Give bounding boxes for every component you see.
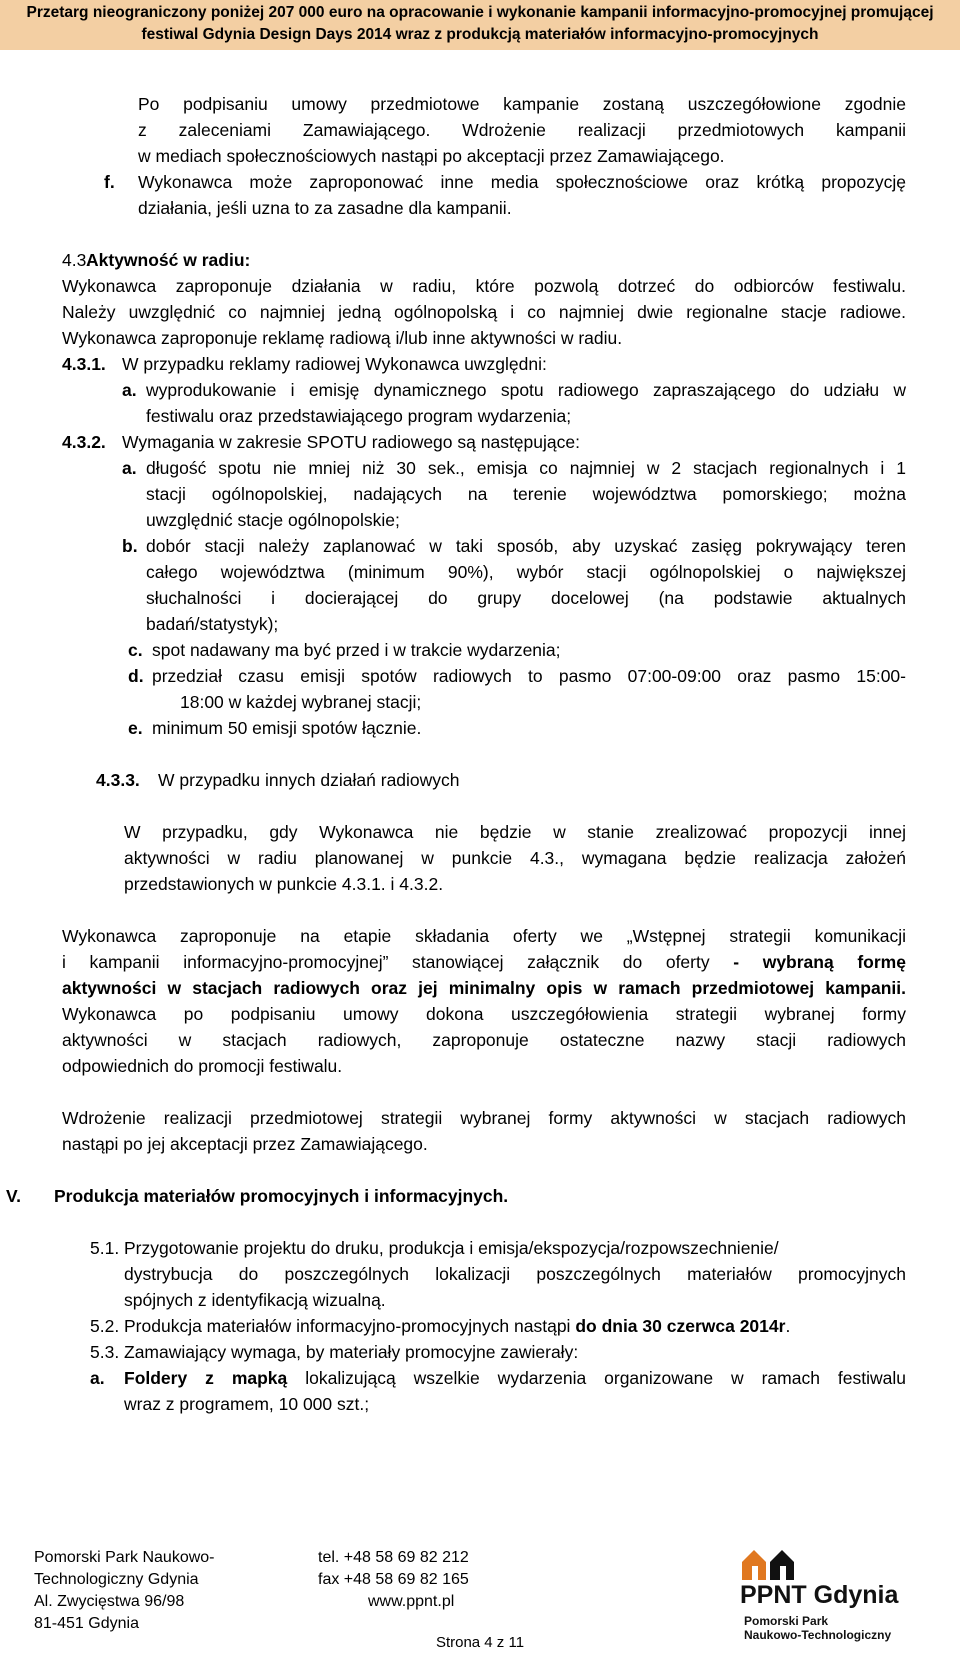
list-item-line: spójnych z identyfikacją wizualną. <box>124 1290 386 1310</box>
paragraph-text: Produkcja materiałów informacyjno-promocyjnych nastąpi <box>124 1316 571 1336</box>
footer-contact <box>318 1547 469 1613</box>
paragraph-line: aktywności w radiu planowanej w punkcie 4.3., wymagana będzie realizacja założeń <box>124 848 906 868</box>
section-number: 4.3.1. <box>62 354 106 374</box>
section-number: 5.1. <box>90 1238 120 1258</box>
paragraph-line: Po podpisaniu umowy przedmiotowe kampanie zostaną uszczegółowione zgodnie <box>138 94 906 114</box>
list-marker: a. <box>122 458 137 478</box>
paragraph-line: Wdrożenie realizacji przedmiotowej strategii wybranej formy aktywności w stacjach radiowych <box>62 1108 906 1128</box>
list-marker: c. <box>128 640 143 660</box>
chapter-title: Produkcja materiałów promocyjnych i informacyjnych. <box>54 1186 509 1206</box>
paragraph-line: w mediach społecznościowych nastąpi po akceptacji przez Zamawiającego. <box>138 146 725 166</box>
logo-subtitle-line: Naukowo-Technologiczny <box>744 1628 892 1642</box>
section-number: 5.3. <box>90 1342 120 1362</box>
list-item-line: długość spotu nie mniej niż 30 sek., emisja co najmniej w 2 stacjach regionalnych i 1 <box>146 458 906 478</box>
list-item-line: 18:00 w każdej wybranej stacji; <box>180 692 422 712</box>
paragraph-line: z zaleceniami Zamawiającego. Wdrożenie realizacji przedmiotowych kampanii <box>138 120 906 140</box>
list-item-line: wraz z programem, 10 000 szt.; <box>124 1394 370 1414</box>
paragraph-line: Wykonawca zaproponuje reklamę radiową i/lub inne aktywności w radiu. <box>62 328 623 348</box>
list-item-line: słuchalności i docierającej do grupy docelowej (na podstawie aktualnych <box>146 588 906 608</box>
paragraph-text: . <box>785 1316 791 1336</box>
section-number: 4.3.3. <box>96 770 140 790</box>
footer-org-line: Al. Zwycięstwa 96/98 <box>34 1593 185 1610</box>
footer-fax: fax +48 58 69 82 165 <box>318 1571 469 1588</box>
list-marker: a. <box>90 1368 105 1388</box>
footer-org-line: Pomorski Park Naukowo- <box>34 1549 215 1566</box>
section-number: 5.2. <box>90 1316 120 1336</box>
footer-org-line: Technologiczny Gdynia <box>34 1571 199 1588</box>
list-item-line: działania, jeśli uzna to za zasadne dla kampanii. <box>138 198 512 218</box>
ppnt-logo <box>740 1548 918 1644</box>
list-item-line: festiwalu oraz przedstawiającego program wydarzenia; <box>146 406 572 426</box>
list-item-line: badań/statystyk); <box>146 614 279 634</box>
paragraph-line: nastąpi po jej akceptacji przez Zamawiającego. <box>62 1134 428 1154</box>
paragraph-text: i kampanii informacyjno-promocyjnej” stanowiącej załącznik do oferty <box>62 952 710 972</box>
chapter-number: V. <box>6 1186 21 1206</box>
list-item-line <box>124 1366 906 1390</box>
list-item-line: dystrybucja do poszczególnych lokalizacji poszczególnych materiałów promocyjnych <box>124 1264 906 1284</box>
paragraph-line: odpowiednich do promocji festiwalu. <box>62 1056 343 1076</box>
section-number: 4.3. <box>62 250 92 270</box>
list-marker: e. <box>128 718 143 738</box>
subsection-title: W przypadku reklamy radiowej Wykonawca uwzględni: <box>122 354 547 374</box>
section-number: 4.3.2. <box>62 432 106 452</box>
header-line-1: Przetarg nieograniczony poniżej 207 000 euro na opracowanie i wykonanie kampanii informacyjno-promocyjnej promującej <box>26 4 934 21</box>
list-item-line: spot nadawany ma być przed i w trakcie wydarzenia; <box>152 640 561 660</box>
page-number: Strona 4 z 11 <box>435 1634 525 1651</box>
list-item-line: Przygotowanie projektu do druku, produkcja i emisja/ekspozycja/rozpowszechnienie/ <box>124 1238 779 1258</box>
emphasis-line: aktywności w stacjach radiowych oraz jej minimalny opis w ramach przedmiotowej kampanii. <box>62 978 906 998</box>
logo-name: PPNT Gdynia <box>740 1581 899 1609</box>
list-item-line: dobór stacji należy zaplanować w taki sposób, aby uzyskać zasięg pokrywający teren <box>146 536 906 556</box>
emphasis-text: do dnia 30 czerwca 2014r <box>575 1316 786 1336</box>
paragraph-line: Należy uwzględnić co najmniej jedną ogólnopolską i co najmniej dwie regionalne stacje radiowe. <box>62 302 906 322</box>
list-item-line: stacji ogólnopolskiej, nadających na terenie województwa pomorskiego; można <box>146 484 906 504</box>
logo-mark-icon <box>740 1548 802 1582</box>
paragraph-line <box>62 950 906 974</box>
paragraph-line: Wykonawca zaproponuje na etapie składania oferty we „Wstępnej strategii komunikacji <box>62 926 906 946</box>
subsection-title: Wymagania w zakresie SPOTU radiowego są następujące: <box>122 432 580 452</box>
emphasis-text: Foldery z mapką <box>124 1368 288 1388</box>
logo-subtitle-line: Pomorski Park <box>744 1614 829 1628</box>
subsection-title: W przypadku innych działań radiowych <box>158 770 460 790</box>
paragraph-text: lokalizującą wszelkie wydarzenia organizowane w ramach festiwalu <box>305 1368 906 1388</box>
footer-org-line: 81-451 Gdynia <box>34 1615 139 1632</box>
list-marker: a. <box>122 380 137 400</box>
emphasis-text: - wybraną formę <box>733 952 906 972</box>
page-header <box>0 0 960 50</box>
paragraph-line: aktywności w stacjach radiowych, zaproponuje ostateczne nazwy stacji radiowych <box>62 1030 906 1050</box>
footer-tel: tel. +48 58 69 82 212 <box>318 1549 469 1566</box>
paragraph-line: Wykonawca zaproponuje działania w radiu, które pozwolą dotrzeć do odbiorców festiwalu. <box>62 276 906 296</box>
header-line-2: festiwal Gdynia Design Days 2014 wraz z produkcją materiałów informacyjno-promocyjnych <box>141 26 819 43</box>
paragraph-line: Wykonawca po podpisaniu umowy dokona uszczegółowienia strategii wybranej formy <box>62 1004 906 1024</box>
list-item-line: uwzględnić stacje ogólnopolskie; <box>146 510 400 530</box>
list-item-line: minimum 50 emisji spotów łącznie. <box>152 718 422 738</box>
section-title: Aktywność w radiu: <box>86 250 251 270</box>
paragraph-line: przedstawionych w punkcie 4.3.1. i 4.3.2. <box>124 874 444 894</box>
footer-address <box>34 1547 215 1635</box>
list-item-line: Wykonawca może zaproponować inne media społecznościowe oraz krótką propozycję <box>138 172 906 192</box>
list-item-line <box>124 1314 790 1338</box>
list-marker: b. <box>122 536 138 556</box>
paragraph-line: W przypadku, gdy Wykonawca nie będzie w stanie zrealizować propozycji innej <box>124 822 906 842</box>
footer-website-link[interactable]: www.ppnt.pl <box>368 1593 455 1610</box>
list-marker: f. <box>104 172 115 192</box>
list-item-line: Zamawiający wymaga, by materiały promocyjne zawierały: <box>124 1342 579 1362</box>
list-marker: d. <box>128 666 144 686</box>
list-item-line: całego województwa (minimum 90%), wybór stacji ogólnopolskiej o największej <box>146 562 906 582</box>
list-item-line: wyprodukowanie i emisję dynamicznego spotu radiowego zapraszającego do udziału w <box>146 380 906 400</box>
list-item-line: przedział czasu emisji spotów radiowych to pasmo 07:00-09:00 oraz pasmo 15:00- <box>152 666 906 686</box>
